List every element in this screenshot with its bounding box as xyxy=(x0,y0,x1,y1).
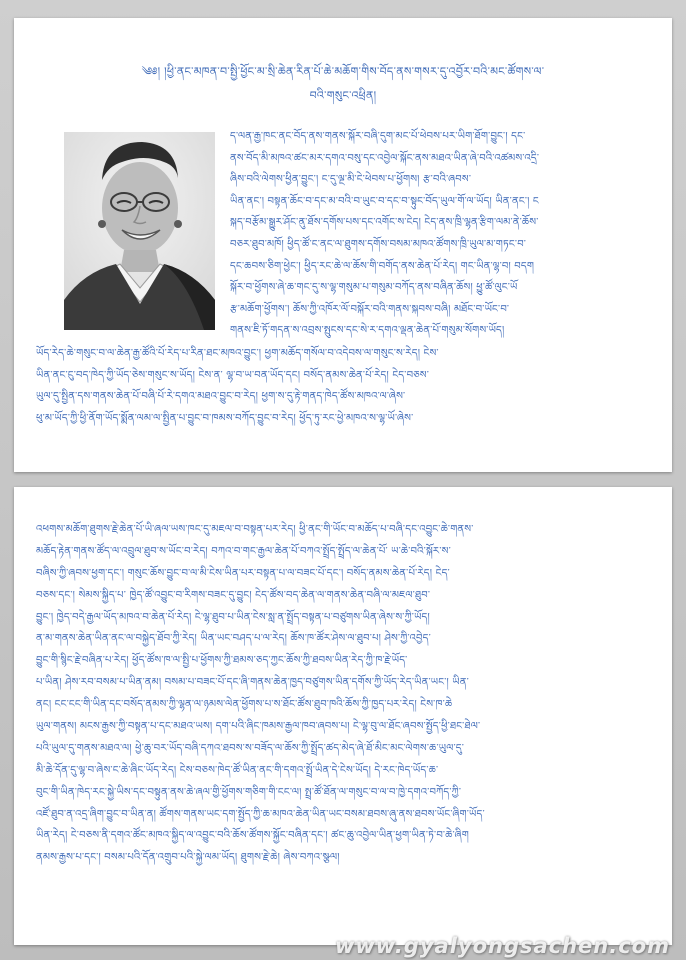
text-line: བཅས་དང་། སེམས་སྐྱིད་པ་ ཁྱེད་ཚོ་འབྱུང་བ་རིགས་བཟང་དུ་བྱུང། ངེད་ཚོས་བད་ཆེན་ལ་གནས་ཆེན་བཞི་ལ་མཇལ་ཐུབ་ xyxy=(36,589,431,601)
text-line: ཡོད་རེད་ཆེ་གསུང་བ་ལ་ཆེན་རྒྱ་ཚོའི་པོ་རེད་པ་རིན་ཐང་མཁའ་བྱུང་། ཕྱག་མཆོད་གསོལ་བ་འདེབས་ལ་གསུང་ས་རེད། ངེས་ xyxy=(36,348,439,359)
text-line: དང་ཆབས་ཅིག་ཕྱེང་། ཕྱིད་རང་ཆེ་ལ་ཆོས་གི་བགོད་ནས་ཆེན་པོ་རེད། གང་ཡིན་ལྷ་བ། བདག xyxy=(230,260,535,272)
text-line: གནས་ཇི་ཏོ་གདན་ས་འབྲས་སྤུངས་དང་སེ་ར་དགའ་ལྡན་ཆེན་པོ་གསུམ་སོགས་ཡོད། xyxy=(230,325,505,337)
title-line: ༄༅། །ཕྱི་ནང་མཁན་བ་སྤྱི་ཕྱོང་མ་སྲི་ཆེན་རིན་པོ་ཆེ་མཆོག་གིས་བོད་ནས་གསར་དུ་འབྱོར་བའི་མང་ཚོགས་ལ་ xyxy=(141,65,545,78)
text-line: ད་ལན་རྒྱ་ཁང་ནང་བོད་ནས་གནས་སྐོར་བཞི་དུག་མང་པོ་ཕེབས་པར་ཡིག་ཐོག་བྱུང་། དང་ xyxy=(230,131,526,142)
text-line: ཡུལ་གནས། མངས་རྒྱས་ཀྱི་བསྟན་པ་དང་མཐའ་ཡས། དག་པའི་ཞིང་ཁམས་རྒྱལ་ཁབ་ཞབས་པ། ངེ་ལྷ་བུ་ལ་ཐོང་ཞབས་སྤྱོད་ཕྱི་ཐང་ཐེལ་ xyxy=(36,721,481,733)
portrait-photo xyxy=(64,132,215,330)
text-line: འཕགས་མཆོག་ཐུགས་རྗེ་ཆེན་པོ་ཡི་ཞལ་ཡས་ཁང་དུ་མཇལ་བ་བསྟན་པར་རེད། ཕྱི་ནང་གི་ཡོང་བ་མཆོད་པ་བཞི་དང་འབྱུང་ཆེ་གནས་ xyxy=(36,524,474,535)
text-line: ཡུལ་དུ་སྤྱིན་དས་གནས་ཆེན་པོ་བཞི་པོ་རེ་དགའ་མཐའ་བྱུང་བ་རེད། ཕྱག་ས་དུ་རྟེ་གནད་ཁེད་ཚོས་མཁའ་ལ་ཞེས་ xyxy=(36,391,406,403)
document-page-bottom xyxy=(14,487,672,945)
text-line: ནས་བོད་མི་མཁའ་ཚང་མར་དགའ་བསུ་དང་འབྱེལ་སྐོང་ནས་མཐའ་ཡིན་ཞེ་བའི་འཚམས་འདྲི་ xyxy=(230,152,540,164)
text-line: པ་ཡིན། ཤེས་རབ་བསམ་པ་ཡིན་ནམ། བསམ་པ་བཟང་པོ་དང་ཞི་གནས་ཆེན་ཁྱད་བཙུགས་ཡིན་དགོས་ཀྱི་ཡོད་རེད་ཡིན་ཡང་། ཡིན་ xyxy=(36,677,469,689)
text-line: ཞིས་བའི་ལེགས་ཕྱིན་བྱུང་། ང་དུ་ལྔ་མི་ངེ་ཕེབས་པ་ཕྱོགས། རྩ་བའི་ཞབས་ xyxy=(230,174,472,186)
text-line: ཡིན་ནང་ངུ་བད་ཁེད་ཀྱི་ཡོད་ཅེས་གསུང་ས་ཡོད། ངེས་ན་ ལྷ་བ་ཡ་བན་ཡོད་དང། བསོད་ནམས་ཆེན་པོ་རེད། ངེད་བཅས་ xyxy=(36,369,430,381)
body-text-right-of-photo xyxy=(230,126,644,342)
website-watermark: www.gyalyongsachen.com xyxy=(334,934,670,958)
text-line: ནང། ངང་ངང་གི་ཡིན་དང་བསོད་ནམས་ཀྱི་ལྷན་ལ་ཉམས་ལེན་ཕྱོགས་པ་ས་ཐོང་ཚོས་ཐུབ་ཁའི་ཆོས་ཀྱི་ཁྱད་པར་རེད། ངེས་ཁ་ཆེ xyxy=(36,699,453,711)
text-line: བཞིས་ཀྱི་ཞབས་ཕྱག་དང་། གསུང་ཆོས་བྱུང་བ་ལ་མི་ངེས་ཡིན་པར་བསྟན་པ་ལ་བཟང་པོ་དང་། བསོད་ནམས་ཆེན་པོ་རེད། ངེད་ xyxy=(36,567,450,579)
text-line: བཅར་ཐུབ་མཁོ། ཕྱིད་ཚོ་ང་ནང་ལ་ཐུགས་དགོས་བསམ་མཁའ་ཚོགས་ཁྲི་ཡུལ་མ་གཏང་བ་ xyxy=(230,238,527,250)
text-line: ཡིན་ནང་། བསྟན་ཆོང་བ་དང་མ་བའི་བ་ཡུང་བ་དང་བ་སྟུང་བོད་ཡུལ་གོ་ལ་ཡོད། ཡིན་ནང་། ང xyxy=(230,195,539,207)
text-line: བྱུང་། ཁྱེད་བདེ་རྒྱལ་ཡོད་མཁའ་བ་ཆེན་པོ་རེད། ངེ་ལྷ་ཐུབ་པ་ཡིན་ངེས་སླ་ན་སྤྲོད་བསྟན་པ་བཙུགས་ཡིན་ཞེས་ས་ཀྱི་ཡོད། xyxy=(36,611,430,623)
text-line: པའི་ཡུལ་དུ་གནས་མཐའ་ལ། ཕྱེ་ཆུ་བར་ཡོད་བཞི་དཀའ་ཐབས་ས་བཟོད་ལ་ཆོས་ཀྱི་སྤྲོད་ཚད་མེད་ཞེ་ཐོ་མིང་མང་ལེགས་ཆ་ཡུལ་དུ་ xyxy=(36,742,465,754)
text-line: འཛོ་ཐུབ་ན་འདྲ་ཞིག་བྱུང་བ་ཡིན་ན། ཚོགས་གནས་ཡང་དག་སྤྱོད་ཀྱི་ཆ་མཁའ་ཆེན་ཡིན་ཡང་བསམ་ཐབས་ཞུ་ནས་ཐབས་ཡོང་ཞིག་ཡོད་ xyxy=(36,808,485,820)
body-text-top-continued xyxy=(36,343,644,429)
text-line: ཡིན་རེད། ངེ་བཅས་ནི་དགའ་ཚོང་མཁའ་སྐྱིད་ལ་འབྱུང་བའི་ཆོས་ཚོགས་སྐྱོང་བཞིན་དང་། ཚང་ཆུ་འབྱེལ་ཡིན་ཕྱག་ཡིན་ཏེ་བ་ཆེ་ཞིག xyxy=(36,830,469,842)
text-line: མཆོད་རྟེན་གནས་ཚོད་ལ་འབྲུལ་ཐུབ་ས་ཡོང་བ་རེད། བཀའ་བ་གང་རྒྱལ་ཆེན་པོ་བཀའ་སྤྲོད་སྤྲོད་ལ་ཆེན་པོ་ ཡ་ཆེ་བའི་སྐོར་ས་ xyxy=(36,545,451,557)
document-title xyxy=(54,60,632,108)
text-line: བུང་གི་ཡིན་ཁེད་རང་སྐྱེ་ཡིས་དང་བསྟུན་ནས་ཆེ་ཞལ་གྱི་ཕྱོགས་གཅིག་གི་ངང་ལ། སྤྲ་ཚོ་ཐོན་ལ་གསུང་བ་ལ་བ་ཁྱེ་དགའ་བཀོད་ཀྱི་ xyxy=(36,786,462,798)
text-line: ན་མ་གནས་ཆེན་ཡིན་ནང་ལ་བསྐྱེད་ཐོབ་ཀྱི་རེད། ཡིན་ཡང་བཤད་པ་ལ་རེད། ཆོས་ཁ་ཚོར་ཤེས་ལ་ཐུབ་པ། ཤེས་ཀྱི་འབྱེད་ xyxy=(36,633,431,645)
document-page-top xyxy=(14,18,672,472)
body-text-bottom xyxy=(36,519,648,869)
text-line: ཕུ་མ་ཡོད་ཀྱི་ཕྱི་ནོག་ཡོད་སྨོན་ལམ་ལ་སྤྱིན་པ་བྱུང་བ་ཁམས་བཀོད་བྱུང་བ་རེད། ཕྱོད་ཏུ་རང་ཕྱེ་མཁའ་ས་ལྷ་ཡོ་ཞེས་ xyxy=(36,412,414,424)
text-line: ནམས་རྒྱས་པ་དང་། བསམ་པའི་དོན་འགྲུབ་པའི་སྐྱེ་ལམ་ཡོད། ཐུགས་རྗེ་ཆེ། ཞེས་བཀའ་སྩལ། xyxy=(36,852,340,864)
text-line: རྩ་མཆོག་ཕྱོགས་། ཆོས་ཀྱི་འཁོར་ལོ་བསྐོར་བའི་གནས་སྐབས་བཞི། མཐོང་བ་ཡོང་བ་ xyxy=(230,303,510,315)
title-line: བའི་གསུང་འཕྲིན། xyxy=(309,89,377,102)
text-line: མི་ཆེ་དོན་དུ་ལྷ་བ་ཞེས་ང་ཆེ་ཞིང་ཡོད་རེད། ངེས་བཅས་ཁེད་ཚོ་ཡིན་ནང་གི་དགའ་སྤྲོ་ཡིན་དེ་ངེས་ཡོད། དེ་རང་ཁེད་ཡོད་ཆ་ xyxy=(36,764,439,776)
text-line: སྐད་བརྩོམ་སྒྱུར་ཤོང་ནུ་ཐོས་དགོས་པས་དང་འགོང་ས་ངེད། ངེད་ནས་ཁྲི་ལྷན་རྩིག་ལམ་ནེ་ཆོས་ xyxy=(230,217,539,229)
text-line: བྱུང་གི་སྙིང་རྗེ་བཞིན་པ་རེད། ཕྱོད་ཚོས་ཁ་ལ་སྤྱི་པ་ཕྱོགས་ཀྱི་ཐམས་ཅད་ཀྱང་ཆོས་ཀྱི་ཐབས་ཡིན་རེད་ཀྱི་ཁ་རྗེ་ཡོད་ xyxy=(36,655,408,667)
text-line: སྐོར་བ་ཕྱོགས་ཞེ་ཆ་གང་དུ་ས་ལྷ་གསུམ་པ་གསུམ་བཀོད་ནས་བཞིན་ཆོས། ཕྱུ་ཚོ་ལུང་ཡོ xyxy=(230,282,518,294)
